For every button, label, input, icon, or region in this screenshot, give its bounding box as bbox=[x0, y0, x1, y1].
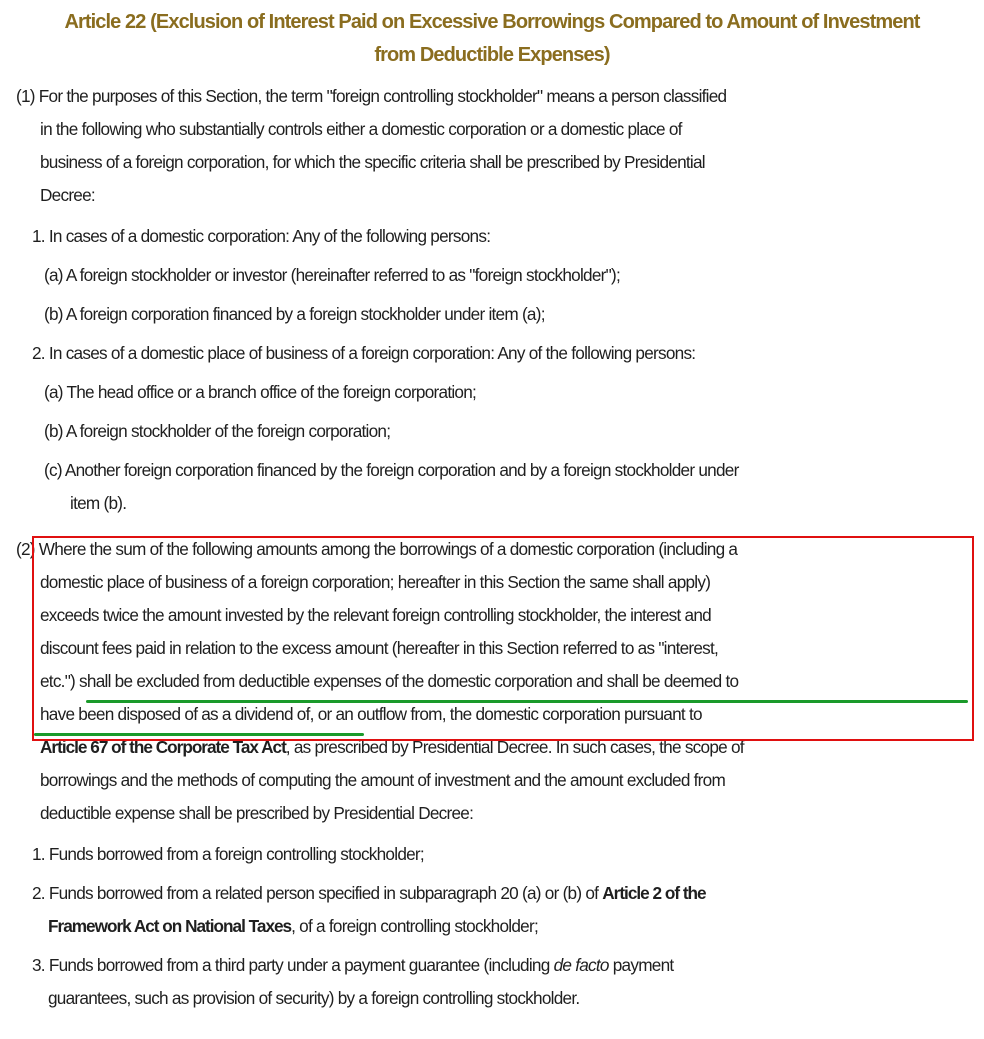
para1-line: in the following who substantially controls either a domestic corporation or a domestic place of bbox=[40, 119, 682, 139]
para2-subparagraph-1: 1. Funds borrowed from a foreign controlling stockholder; bbox=[32, 844, 424, 864]
subparagraph-2-text: 2. Funds borrowed from a related person specified in subparagraph 20 (a) or (b) of bbox=[32, 883, 603, 903]
article-title bbox=[0, 6, 984, 72]
subparagraph-3-post: payment bbox=[608, 955, 674, 975]
subparagraph-3-text: 3. Funds borrowed from a third party under a payment guarantee (including bbox=[32, 955, 554, 975]
para2-line: have been disposed of as a dividend of, or an outflow from, the domestic corporation pursuant to bbox=[40, 704, 702, 724]
highlight-box bbox=[32, 536, 974, 741]
para2-line: deductible expense shall be prescribed by Presidential Decree: bbox=[40, 803, 474, 823]
para2-line: etc.") shall be excluded from deductible expenses of the domestic corporation and shall be deemed to bbox=[40, 671, 739, 691]
para2-line: exceeds twice the amount invested by the relevant foreign controlling stockholder, the interest and bbox=[40, 605, 711, 625]
item-1b: (b) A foreign corporation financed by a foreign stockholder under item (a); bbox=[44, 304, 545, 324]
para2-line: discount fees paid in relation to the excess amount (hereafter in this Section referred to as "interest, bbox=[40, 638, 719, 658]
article-title-line-1: Article 22 (Exclusion of Interest Paid on Excessive Borrowings Compared to Amount of Investment bbox=[64, 11, 920, 33]
para2-line: (2) Where the sum of the following amounts among the borrowings of a domestic corporation (including a bbox=[16, 539, 738, 559]
para2-subparagraph-3 bbox=[32, 953, 673, 977]
article-title-line-2: from Deductible Expenses) bbox=[374, 44, 610, 66]
item-2c: (c) Another foreign corporation financed by the foreign corporation and by a foreign stockholder under bbox=[44, 460, 739, 480]
subparagraph-2: 2. In cases of a domestic place of business of a foreign corporation: Any of the following persons: bbox=[32, 343, 696, 363]
de-facto-term: de facto bbox=[553, 955, 609, 975]
para2-line: borrowings and the methods of computing the amount of investment and the amount excluded from bbox=[40, 770, 726, 790]
para2-subparagraph-3-cont: guarantees, such as provision of security) by a foreign controlling stockholder. bbox=[48, 988, 580, 1008]
para2-line: domestic place of business of a foreign corporation; hereafter in this Section the same shall apply) bbox=[40, 572, 711, 592]
subparagraph-2-rest: , of a foreign controlling stockholder; bbox=[291, 916, 538, 936]
para2-line-7-rest: , as prescribed by Presidential Decree. In such cases, the scope of bbox=[285, 737, 744, 757]
para2-subparagraph-2 bbox=[32, 881, 706, 905]
para1-line: (1) For the purposes of this Section, the term "foreign controlling stockholder" means a person classified bbox=[16, 86, 727, 106]
reference-framework-act-part-1: Article 2 of the bbox=[602, 883, 706, 903]
reference-corporate-tax-act: Article 67 of the Corporate Tax Act bbox=[40, 737, 286, 757]
green-underline-2 bbox=[34, 733, 364, 736]
item-2b: (b) A foreign stockholder of the foreign corporation; bbox=[44, 421, 391, 441]
para1-line: business of a foreign corporation, for which the specific criteria shall be prescribed by Presidential bbox=[40, 152, 705, 172]
reference-framework-act-part-2: Framework Act on National Taxes bbox=[48, 916, 292, 936]
para1-line: Decree: bbox=[40, 185, 95, 205]
item-2c-cont: item (b). bbox=[70, 493, 127, 513]
item-1a: (a) A foreign stockholder or investor (hereinafter referred to as "foreign stockholder"); bbox=[44, 265, 620, 285]
item-2a: (a) The head office or a branch office of the foreign corporation; bbox=[44, 382, 477, 402]
para2-subparagraph-2-cont bbox=[48, 914, 538, 938]
green-underline-1 bbox=[86, 700, 968, 703]
subparagraph-1: 1. In cases of a domestic corporation: Any of the following persons: bbox=[32, 226, 491, 246]
